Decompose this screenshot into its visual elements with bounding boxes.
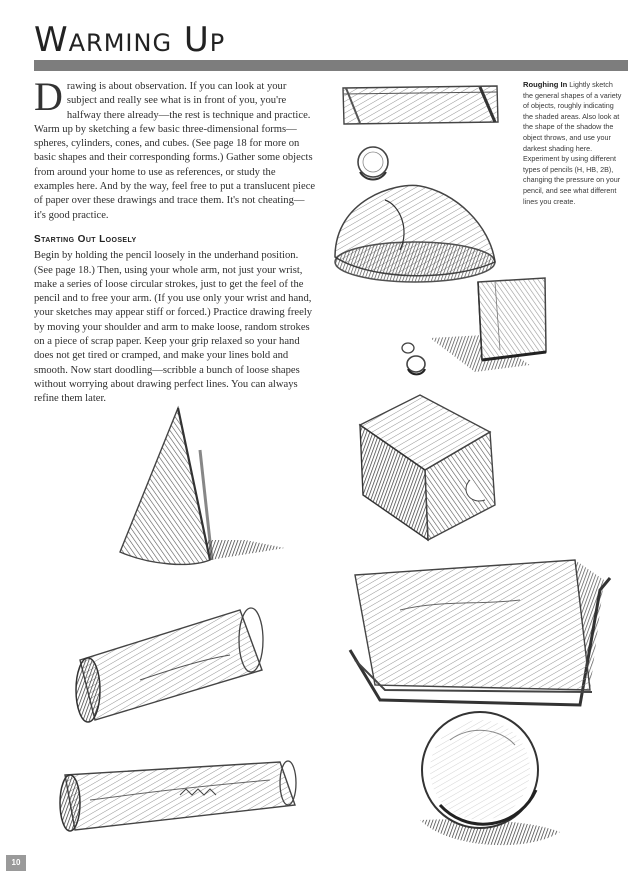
section-text: Begin by holding the pencil loosely in the underhand position. (See page 18.) Then, using your whole arm, not just your wrist, make a series of loose circular strokes, just to get the feel of the pencil and to free your arm. (If you use only your wrist and hand, your sketches may appear stiff or forced.) Practice drawing freely by moving your shoulder and arm to make loose, random strokes on a piece of scrap paper. Keep your grip relaxed so your hand does not get tired or cramped, and make your lines bold and smooth. Now start doodling—scribble a bunch of loose shapes without worrying about drawing perfect lines. You can always refine them later.: [34, 250, 313, 405]
sketch-dome: [335, 185, 495, 282]
drop-cap: D: [34, 74, 63, 119]
page-title: Warming Up: [34, 20, 226, 60]
sketch-small-circles: [402, 343, 425, 374]
caption-heading: Roughing In: [523, 80, 568, 89]
sketch-cone: [120, 408, 285, 564]
sketch-large-sphere: [420, 712, 560, 845]
sketch-tube: [60, 761, 296, 831]
sketch-bar: [343, 86, 498, 124]
sketch-disk-cylinder: [76, 608, 263, 722]
sketch-small-sphere: [358, 147, 388, 180]
page-number: 10: [6, 855, 26, 871]
caption-text: Lightly sketch the general shapes of a variety of objects, roughly indicating the shaded areas. Also look at the shape of the shadow the object throws, and use your darkest shading here. Experiment by using different types of pencils (H, HB, 2B), changing the pressure on your pencil, and see what different lines you create.: [523, 80, 622, 206]
sketch-tilted-box: [360, 395, 495, 540]
sketch-sheets: [350, 560, 610, 705]
section-heading: Starting Out Loosely: [34, 233, 137, 245]
sketch-cube: [430, 278, 546, 372]
intro-text: rawing is about observation. If you can look at your subject and really see what is in front of you, you're halfway there already—the rest is technique and practice. Warm up by sketching a few basic three-dimensional forms—spheres, cylinders, cones, and cubes. (See page 18 for more on basic shapes and their corresponding forms.) Gather some objects from around your home to use as references, or study the examples here. And by the way, feel free to put a translucent piece of paper over these drawings and trace them. It's not cheating—it's good practice.: [34, 81, 316, 221]
